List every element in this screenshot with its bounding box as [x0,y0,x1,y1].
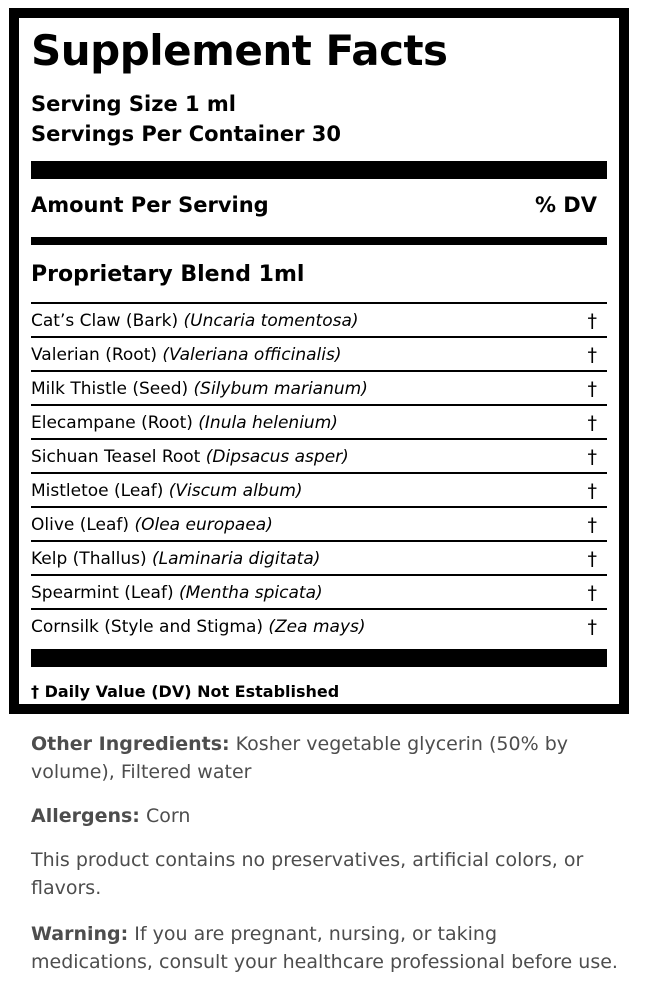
other-ingredients [31,730,621,786]
ingredient-latin: (Viscum album) [168,481,303,501]
bottom-thick-divider [31,649,607,667]
ingredient-latin: (Zea mays) [268,617,366,637]
ingredient-latin: (Olea europaea) [134,515,273,535]
ingredient-dv: † [587,548,597,570]
ingredient-dv: † [587,514,597,536]
ingredient-row [31,610,607,644]
allergens-label: Allergens: [31,805,140,827]
ingredient-name: Mistletoe (Leaf) [31,481,164,501]
ingredient-latin: (Uncaria tomentosa) [183,311,359,331]
panel-title: Supplement Facts [31,26,448,75]
allergens [31,802,621,830]
ingredient-row [31,542,607,576]
other-ingredients-text: Kosher vegetable glycerin (50% by volume), Filtered water [31,733,568,783]
ingredient-latin: (Silybum marianum) [193,379,368,399]
ingredient-name: Spearmint (Leaf) [31,583,174,603]
dv-header: % DV [534,193,597,217]
amount-header-row [31,193,607,217]
ingredient-dv: † [587,480,597,502]
ingredient-name: Cornsilk (Style and Stigma) [31,617,263,637]
ingredient-row [31,304,607,338]
ingredient-name: Sichuan Teasel Root [31,447,201,467]
ingredient-latin: (Dipsacus asper) [205,447,349,467]
ingredient-dv: † [587,616,597,638]
ingredient-name: Elecampane (Root) [31,413,193,433]
ingredient-row [31,406,607,440]
ingredient-latin: (Valeriana officinalis) [162,345,342,365]
preservatives-note: This product contains no preservatives, artificial colors, or flavors. [31,849,584,899]
dv-footnote: † Daily Value (DV) Not Established [31,682,340,701]
ingredient-dv: † [587,412,597,434]
other-ingredients-label: Other Ingredients: [31,733,230,755]
medium-divider [31,237,607,245]
ingredient-dv: † [587,344,597,366]
ingredient-name: Olive (Leaf) [31,515,130,535]
ingredient-row [31,440,607,474]
thick-divider [31,161,607,179]
ingredient-latin: (Inula helenium) [198,413,338,433]
ingredient-row [31,338,607,372]
amount-per-serving-label: Amount Per Serving [31,193,269,217]
ingredient-row [31,576,607,610]
ingredient-dv: † [587,582,597,604]
warning-label: Warning: [31,923,129,945]
ingredient-latin: (Mentha spicata) [178,583,323,603]
blend-title: Proprietary Blend 1ml [31,262,305,287]
ingredient-row [31,508,607,542]
ingredient-row [31,474,607,508]
servings-per-container: Servings Per Container 30 [31,122,341,146]
warning [31,920,621,976]
ingredient-dv: † [587,310,597,332]
ingredient-name: Kelp (Thallus) [31,549,147,569]
ingredient-latin: (Laminaria digitata) [152,549,321,569]
ingredient-dv: † [587,446,597,468]
ingredient-name: Valerian (Root) [31,345,157,365]
supplement-facts-panel [9,8,629,714]
ingredient-row [31,372,607,406]
ingredient-dv: † [587,378,597,400]
ingredient-name: Milk Thistle (Seed) [31,379,189,399]
ingredient-name: Cat’s Claw (Bark) [31,311,179,331]
warning-text: If you are pregnant, nursing, or taking medications, consult your healthcare professional before use. [31,923,618,973]
allergens-text: Corn [145,805,191,827]
serving-size: Serving Size 1 ml [31,92,237,116]
